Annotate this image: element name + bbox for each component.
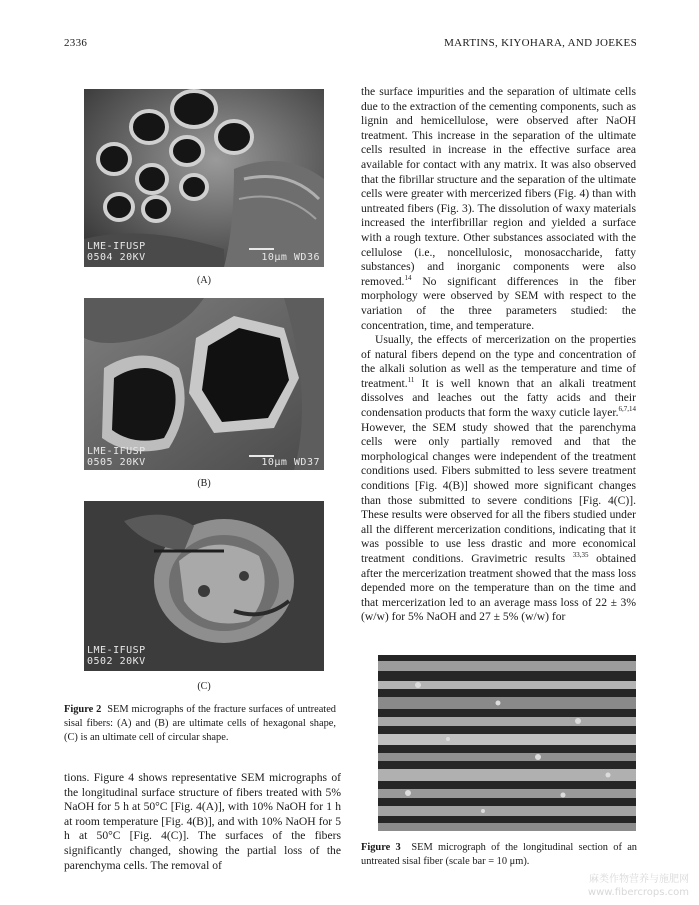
panel-label-a: (A) (197, 275, 211, 286)
left-column-paragraph: tions. Figure 4 shows representative SEM micrographs of the longitudinal surface structure of fibers treated with 5% NaOH for 5 h at 50°C [Fig. 4(A)], with 10% NaOH for 1 h at room temperature [Fig. 4(B)], and with 10% NaOH for 5 h at 50°C [Fig. 4(C)]. The surfaces of the fibers significantly changed, showing the partial loss of the parenchyma cells. The removal of (64, 771, 341, 872)
micrograph-c (84, 501, 324, 671)
micrograph-b-kv: 0505 20KV (87, 457, 146, 468)
micrograph-a-id: LME-IFUSP (87, 241, 146, 252)
figure-2-caption-label: Figure 2 (64, 704, 102, 715)
micrograph-b-scale: 10μm WD37 (261, 457, 320, 468)
micrograph-b-image (84, 298, 324, 470)
page-number: 2336 (64, 37, 88, 49)
left-column-text (64, 771, 341, 873)
figure-3-caption-label: Figure 3 (361, 842, 401, 853)
micrograph-a-kv: 0504 20KV (87, 252, 146, 263)
citation-11: 11 (407, 376, 415, 385)
citation-6-7-14: 6,7,14 (618, 405, 636, 414)
watermark (588, 873, 689, 899)
figure-3-caption (361, 841, 637, 869)
micrograph-a-scale: 10μm WD36 (261, 252, 320, 263)
panel-label-b: (B) (197, 478, 211, 489)
figure-2-caption-text: SEM micrographs of the fracture surfaces of untreated sisal fibers: (A) and (B) are ultimate cells of hexagonal shape, (C) is an ultimate cell of circular shape. (64, 704, 337, 743)
watermark-line-1: 麻类作物营养与施肥网 (589, 874, 689, 885)
micrograph-a (84, 89, 324, 267)
citation-14: 14 (404, 273, 412, 282)
watermark-line-2: www.fibercrops.com (587, 887, 689, 898)
right-paragraph-2: Usually, the effects of mercerization on the properties of natural fibers depend on the type and concentration of the alkali solution as well as the temperature and time of treatment.$^{11}$ It is well known that an alkali treatment dissolves and leaches out the fatty acids and their condensation products that form the waxy cuticle layer.$^{6,7,14}$ However, the SEM study showed that the parenchyma cells were only partially removed and that the morphological changes were independent of the treatment conditions used. Fibers submitted to less severe treatment conditions [Fig. 4(B)] showed more significant changes than those submitted to severe conditions [Fig. 4(C)]. These results were observed for all the fibers studied under all the different mercerization conditions, indicating that it was possible to use less drastic and more economical treatment conditions. Gravimetric results $^{33,35}$ obtained after the mercerization treatment showed that the mass loss depended more on the temperature than on the time and that mercerization led to an average mass loss of 22 ± 3% (w/w) for 5% NaOH and 27 ± 5% (w/w) for (361, 333, 637, 624)
micrograph-figure-3-image (378, 655, 636, 831)
citation-33-35: 33,35 (572, 551, 589, 560)
micrograph-b-id: LME-IFUSP (87, 446, 146, 457)
micrograph-figure-3 (378, 655, 636, 831)
micrograph-b (84, 298, 324, 470)
right-column-text (361, 85, 636, 625)
figure-3-caption-text: SEM micrograph of the longitudinal section of an untreated sisal fiber (scale bar = 10 μm). (361, 842, 638, 867)
running-head: MARTINS, KIYOHARA, AND JOEKES (444, 37, 637, 49)
micrograph-c-id: LME-IFUSP (87, 645, 146, 656)
panel-label-c: (C) (197, 681, 211, 692)
micrograph-c-kv: 0502 20KV (87, 656, 146, 667)
right-paragraph-1: the surface impurities and the separation of ultimate cells due to the extraction of the cementing components, such as lignin and hemicellulose, were observed after NaOH treatment. This increase in the separation of the ultimate cells resulted in increase in the effective surface area available for contact with any matrix. It was also observed that the fibrillar structure and the separation of the ultimate cells were greater with mercerized fibers (Fig. 4) than with untreated fibers (Fig. 3). The dissolution of waxy materials increased the interfibrillar region and yielded a surface with a rough texture. Other substances associated with the cellulose (i.e., noncellulosic, monosaccharide, fatty substances) and inorganic components were also removed.$^{14}$ No significant differences in the fiber morphology were observed by SEM with respect to the variation of the three parameters studied: the concentration, time, and temperature. (361, 85, 636, 332)
figure-2-caption (64, 703, 336, 745)
